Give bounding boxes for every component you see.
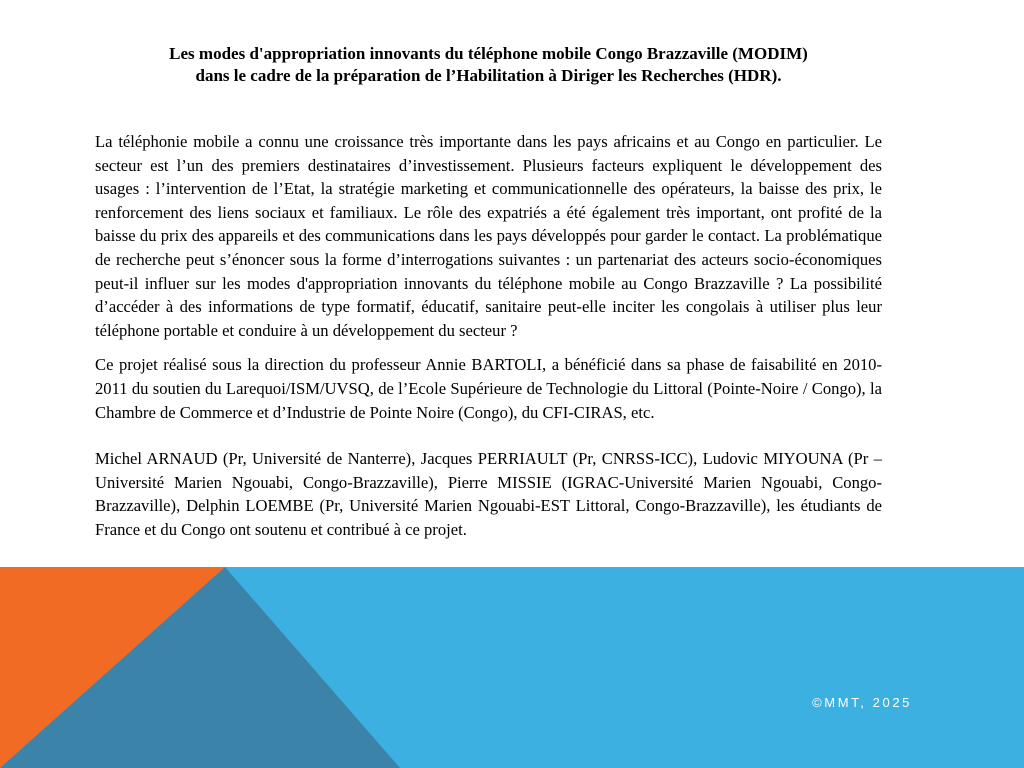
intro-paragraph: La téléphonie mobile a connu une croissance très importante dans les pays africains et au Congo en particulier. Le secteur est l’un des premiers destinataires d’investissement. Plusieurs facteurs expliquent le développement des usages : l’intervention de l’Etat, la stratégie marketing et communicationnelle des opérateurs, la baisse des prix, le renforcement des liens sociaux et familiaux. Le rôle des expatriés a été également très important, ont profité de la baisse du prix des appareils et des communications dans les pays développés pour garder le contact. La problématique de recherche peut s’énoncer sous la forme d’interrogations suivantes : un partenariat des acteurs socio-économiques peut-il influer sur les modes d'appropriation innovants du téléphone mobile au Congo Brazzaville ? La possibilité d’accéder à des informations de type formatif, éducatif, sanitaire peut-elle inciter les congolais à utiliser plus leur téléphone portable et conduire à un développement du secteur ? (95, 132, 882, 340)
title-line-1: Les modes d'appropriation innovants du téléphone mobile Congo Brazzaville (MODIM) (169, 44, 808, 63)
contributors-paragraph: Michel ARNAUD (Pr, Université de Nanterre), Jacques PERRIAULT (Pr, CNRSS-ICC), Ludovic MIYOUNA (Pr – Université Marien Ngouabi, Congo-Brazzaville), Pierre MISSIE (IGRAC-Université Marien Ngouabi, Congo-Brazzaville), Delphin LOEMBE (Pr, Université Marien Ngouabi-EST Littoral, Congo-Brazzaville), les étudiants de France et du Congo ont soutenu et contribué à ce projet. (95, 449, 882, 539)
slide-title (95, 43, 882, 87)
copyright-footer: ©MMT, 2025 (812, 695, 912, 710)
title-line-2: dans le cadre de la préparation de l’Habilitation à Diriger les Recherches (HDR). (195, 66, 782, 85)
slide-content (95, 43, 882, 542)
project-paragraph: Ce projet réalisé sous la direction du professeur Annie BARTOLI, a bénéficié dans sa phase de faisabilité en 2010- 2011 du soutien du Larequoi/ISM/UVSQ, de l’Ecole Supérieure de Technologie du Littoral (Pointe-Noire / Congo), la Chambre de Commerce et d’Industrie de Pointe Noire (Congo), du CFI-CIRAS, etc. (95, 355, 882, 422)
